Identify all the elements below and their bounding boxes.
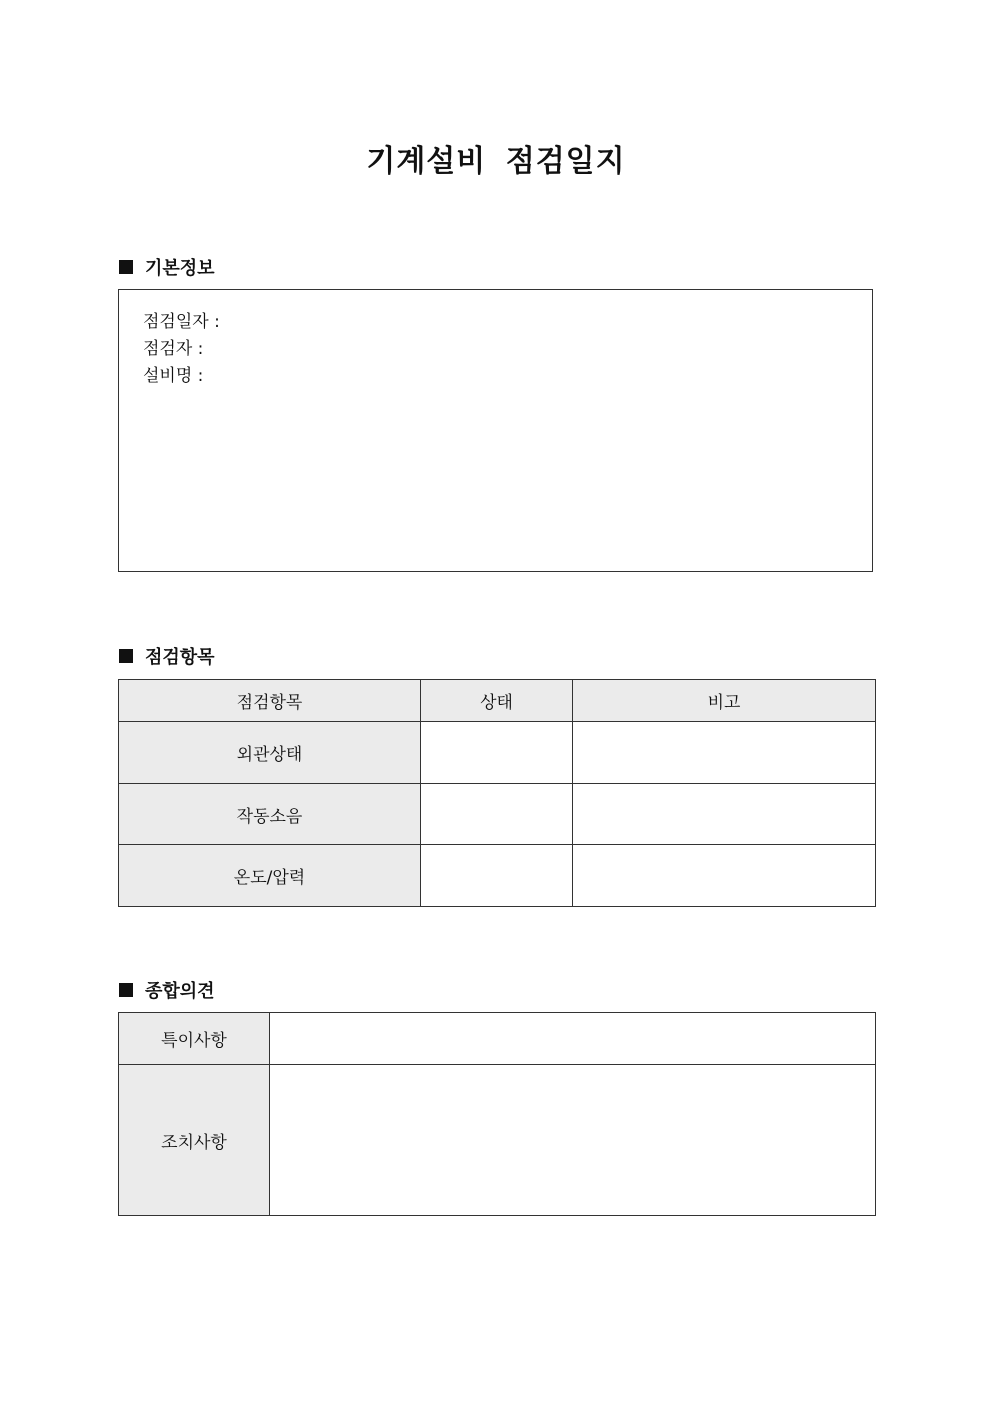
column-header-item: 점검항목 <box>119 680 421 722</box>
inspector-label: 점검자 : <box>143 339 204 359</box>
section-heading-opinion <box>119 977 215 1003</box>
section-heading-basic-info <box>119 254 215 280</box>
special-notes-value[interactable] <box>270 1013 876 1065</box>
square-bullet-icon <box>119 983 133 997</box>
opinion-table <box>118 1012 876 1216</box>
section-heading-label: 종합의견 <box>145 981 215 1002</box>
table-row <box>119 722 876 784</box>
column-header-note: 비고 <box>573 680 876 722</box>
special-notes-label: 특이사항 <box>119 1013 270 1065</box>
table-header-row <box>119 680 876 722</box>
square-bullet-icon <box>119 260 133 274</box>
check-items-table <box>118 679 876 907</box>
section-heading-label: 점검항목 <box>145 647 215 668</box>
table-row <box>119 784 876 845</box>
column-header-status: 상태 <box>421 680 573 722</box>
note-cell[interactable] <box>573 845 876 907</box>
actions-taken-label: 조치사항 <box>119 1065 270 1216</box>
check-item-cell: 작동소음 <box>119 784 421 845</box>
status-cell[interactable] <box>421 784 573 845</box>
table-row <box>119 845 876 907</box>
equipment-name-label: 설비명 : <box>143 366 204 386</box>
inspection-date-label: 점검일자 : <box>143 312 220 332</box>
note-cell[interactable] <box>573 722 876 784</box>
table-row <box>119 1013 876 1065</box>
section-heading-check-items <box>119 643 215 669</box>
status-cell[interactable] <box>421 722 573 784</box>
actions-taken-value[interactable] <box>270 1065 876 1216</box>
basic-info-box <box>118 289 873 572</box>
section-heading-label: 기본정보 <box>145 258 215 279</box>
status-cell[interactable] <box>421 845 573 907</box>
check-item-cell: 외관상태 <box>119 722 421 784</box>
note-cell[interactable] <box>573 784 876 845</box>
check-item-cell: 온도/압력 <box>119 845 421 907</box>
square-bullet-icon <box>119 649 133 663</box>
table-row <box>119 1065 876 1216</box>
document-title: 기계설비 점검일지 <box>366 144 626 179</box>
